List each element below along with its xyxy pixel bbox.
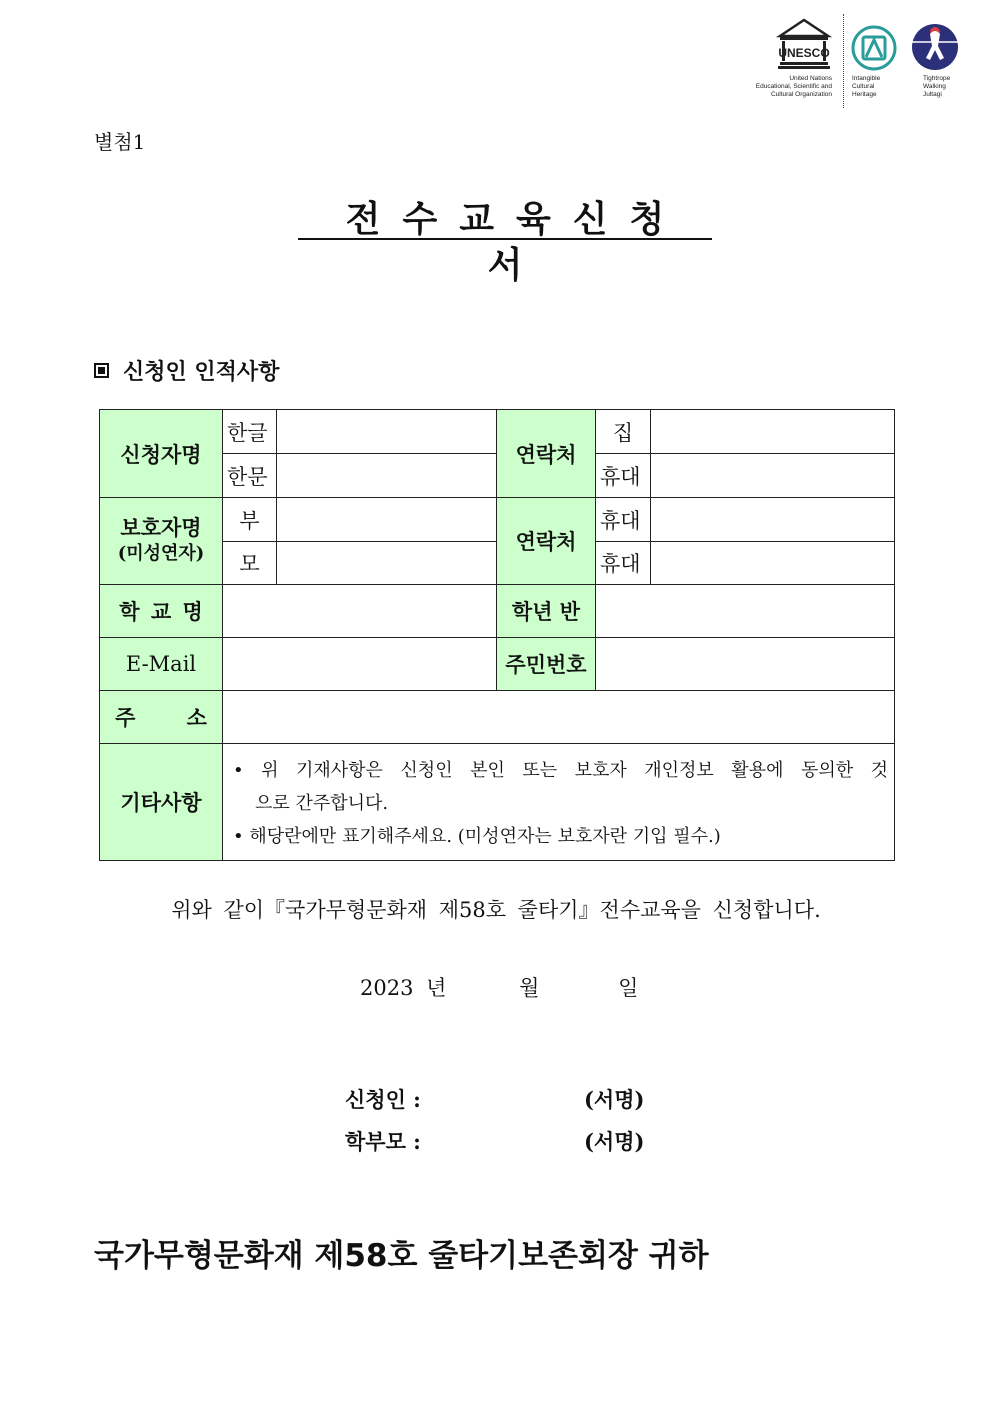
unesco-caption: United Nations Educational, Scientific and Cultural Organization <box>755 75 832 98</box>
date-line <box>360 972 638 1002</box>
tightrope-walker-emblem-icon <box>910 20 960 72</box>
resident-number-field[interactable] <box>595 637 895 691</box>
home-phone-field[interactable] <box>650 409 895 454</box>
mother-mobile-label: 휴대 <box>595 541 651 585</box>
mother-label: 모 <box>222 541 277 585</box>
logo-divider <box>843 14 844 108</box>
applicant-mobile-label: 휴대 <box>595 453 651 498</box>
section-title: 신청인 인적사항 <box>123 359 280 385</box>
hangul-label: 한글 <box>222 409 277 454</box>
parent-signature-label: 학부모 : <box>345 1129 421 1154</box>
home-phone-label: 집 <box>595 409 651 454</box>
logo-group <box>742 14 964 110</box>
section-heading <box>94 355 279 386</box>
hanmun-label: 한문 <box>222 453 277 498</box>
date-year-unit: 년 <box>426 976 447 1000</box>
grade-class-field[interactable] <box>595 584 895 638</box>
address-field[interactable] <box>222 690 895 744</box>
unesco-temple-icon <box>776 16 832 72</box>
hanmun-name-field[interactable] <box>276 453 497 498</box>
father-label: 부 <box>222 497 277 542</box>
date-year: 2023 <box>360 976 414 1000</box>
addressee: 국가무형문화재 제58호 줄타기보존회장 귀하 <box>94 1238 709 1274</box>
page-title: 전수교육신청서 <box>298 196 712 240</box>
father-mobile-label: 휴대 <box>595 497 651 542</box>
email-label: E-Mail <box>99 637 223 691</box>
applicant-sign-mark: (서명) <box>584 1087 645 1112</box>
date-day-unit: 일 <box>618 976 639 1000</box>
applicant-name-label: 신청자명 <box>99 409 223 498</box>
juldagi-caption: Tightrope Walking Jultagi <box>923 75 951 98</box>
father-name-field[interactable] <box>276 497 497 542</box>
email-field[interactable] <box>222 637 497 691</box>
parent-sign-mark: (서명) <box>584 1129 645 1154</box>
father-mobile-field[interactable] <box>650 497 895 542</box>
grade-class-label: 학년 반 <box>496 584 596 638</box>
filled-square-icon <box>94 363 109 378</box>
address-label: 주 소 <box>99 690 223 744</box>
other-notes-content <box>222 743 895 861</box>
unesco-wordmark: UNESCO <box>778 46 830 60</box>
consent-note-line1: • 위 기재사항은 신청인 본인 또는 보호자 개인정보 활용에 동의한 것 <box>233 760 888 781</box>
guardian-note: (미성연자) <box>117 543 205 564</box>
guardian-name-text: 보호자명 <box>120 515 202 540</box>
other-notes-label: 기타사항 <box>99 743 223 861</box>
application-form <box>99 409 895 861</box>
school-name-label: 학 교 명 <box>99 584 223 638</box>
guardian-contact-label: 연락처 <box>496 497 596 585</box>
consent-note-line2: 으로 간주합니다. <box>255 793 389 814</box>
applicant-mobile-field[interactable] <box>650 453 895 498</box>
applicant-contact-label: 연락처 <box>496 409 596 498</box>
mother-mobile-field[interactable] <box>650 541 895 585</box>
ich-caption: Intangible Cultural Heritage <box>852 75 881 98</box>
confirmation-text: 위와 같이『국가무형문화재 제58호 줄타기』전수교육을 신청합니다. <box>171 898 821 922</box>
intangible-heritage-emblem-icon <box>850 24 898 72</box>
instruction-note: • 해당란에만 표기해주세요. (미성연자는 보호자란 기입 필수.) <box>233 826 721 847</box>
date-month-unit: 월 <box>519 976 540 1000</box>
hangul-name-field[interactable] <box>276 409 497 454</box>
attachment-label: 별첨1 <box>94 130 146 154</box>
resident-number-label: 주민번호 <box>496 637 596 691</box>
applicant-signature-label: 신청인 : <box>345 1087 421 1112</box>
guardian-name-label <box>99 497 223 585</box>
mother-name-field[interactable] <box>276 541 497 585</box>
school-name-field[interactable] <box>222 584 497 638</box>
